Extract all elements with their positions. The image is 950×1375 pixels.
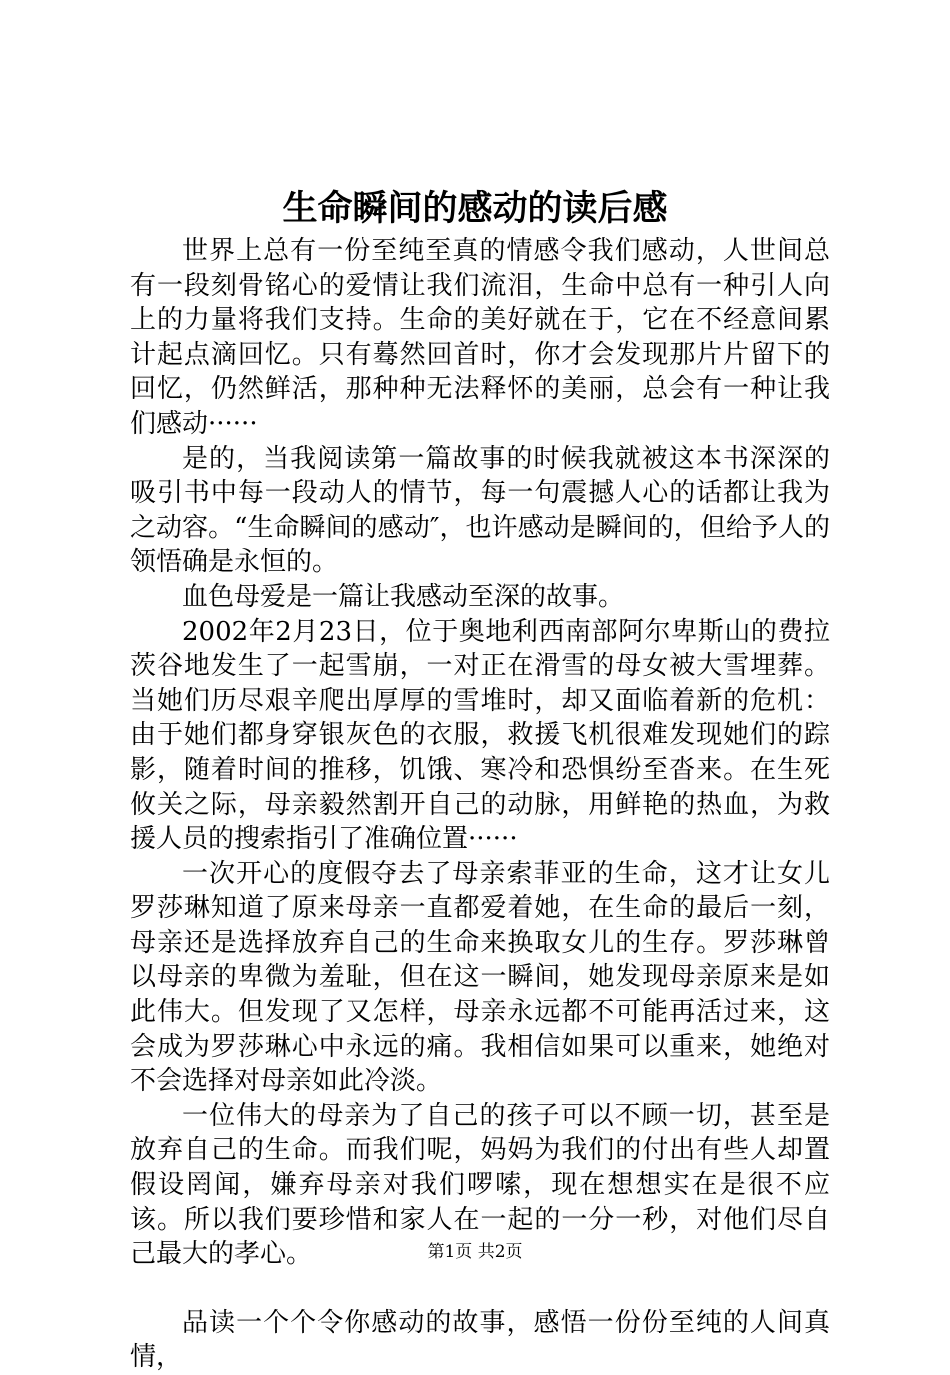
page-number-footer: 第1页 共2页 bbox=[427, 1242, 523, 1262]
page-title: 生命瞬间的感动的读后感 bbox=[282, 188, 668, 229]
paragraph: 一次开心的度假夺去了母亲索菲亚的生命，这才让女儿罗莎琳知道了原来母亲一直都爱着她，在生命的最后一刻，母亲还是选择放弃自己的生命来换取女儿的生存。罗莎琳曾以母亲的卑微为羞耻，但在这一瞬间，她发现母亲原来是如此伟大。但发现了又怎样，母亲永远都不可能再活过来，这会成为罗莎琳心中永远的痛。我相信如果可以重来，她绝对不会选择对母亲如此冷淡。 bbox=[130, 858, 830, 1097]
paragraph: 品读一个个令你感动的故事，感悟一份份至纯的人间真情， bbox=[130, 1307, 830, 1373]
paragraph: 血色母爱是一篇让我感动至深的故事。 bbox=[182, 581, 625, 612]
paragraph: 世界上总有一份至纯至真的情感令我们感动，人世间总有一段刻骨铭心的爱情让我们流泪，生命中总有一种引人向上的力量将我们支持。生命的美好就在于，它在不经意间累计起点滴回忆。只有蓦然回首时，你才会发现那片片留下的回忆，仍然鲜活，那种种无法释怀的美丽，总会有一种让我们感动······ bbox=[130, 236, 830, 439]
paragraph: 2002年2月23日，位于奥地利西南部阿尔卑斯山的费拉茨谷地发生了一起雪崩，一对正在滑雪的母女被大雪埋葬。当她们历尽艰辛爬出厚厚的雪堆时，却又面临着新的危机：由于她们都身穿银灰色的衣服，救援飞机很难发现她们的踪影，随着时间的推移，饥饿、寒冷和恐惧纷至沓来。在生死攸关之际，母亲毅然割开自己的动脉，用鲜艳的热血，为救援人员的搜索指引了准确位置······ bbox=[130, 616, 830, 855]
article-body bbox=[130, 234, 830, 1375]
paragraph: 是的，当我阅读第一篇故事的时候我就被这本书深深的吸引书中每一段动人的情节，每一句震撼人心的话都让我为之动容。“生命瞬间的感动″，也许感动是瞬间的，但给予人的领悟确是永恒的。 bbox=[130, 443, 830, 578]
paragraph: 一位伟大的母亲为了自己的孩子可以不顾一切，甚至是放弃自己的生命。而我们呢，妈妈为我们的付出有些人却置假设罔闻，嫌弃母亲对我们啰嗦，现在想想实在是很不应该。所以我们要珍惜和家人在一起的一分一秒，对他们尽自己最大的孝心。 bbox=[130, 1100, 830, 1270]
